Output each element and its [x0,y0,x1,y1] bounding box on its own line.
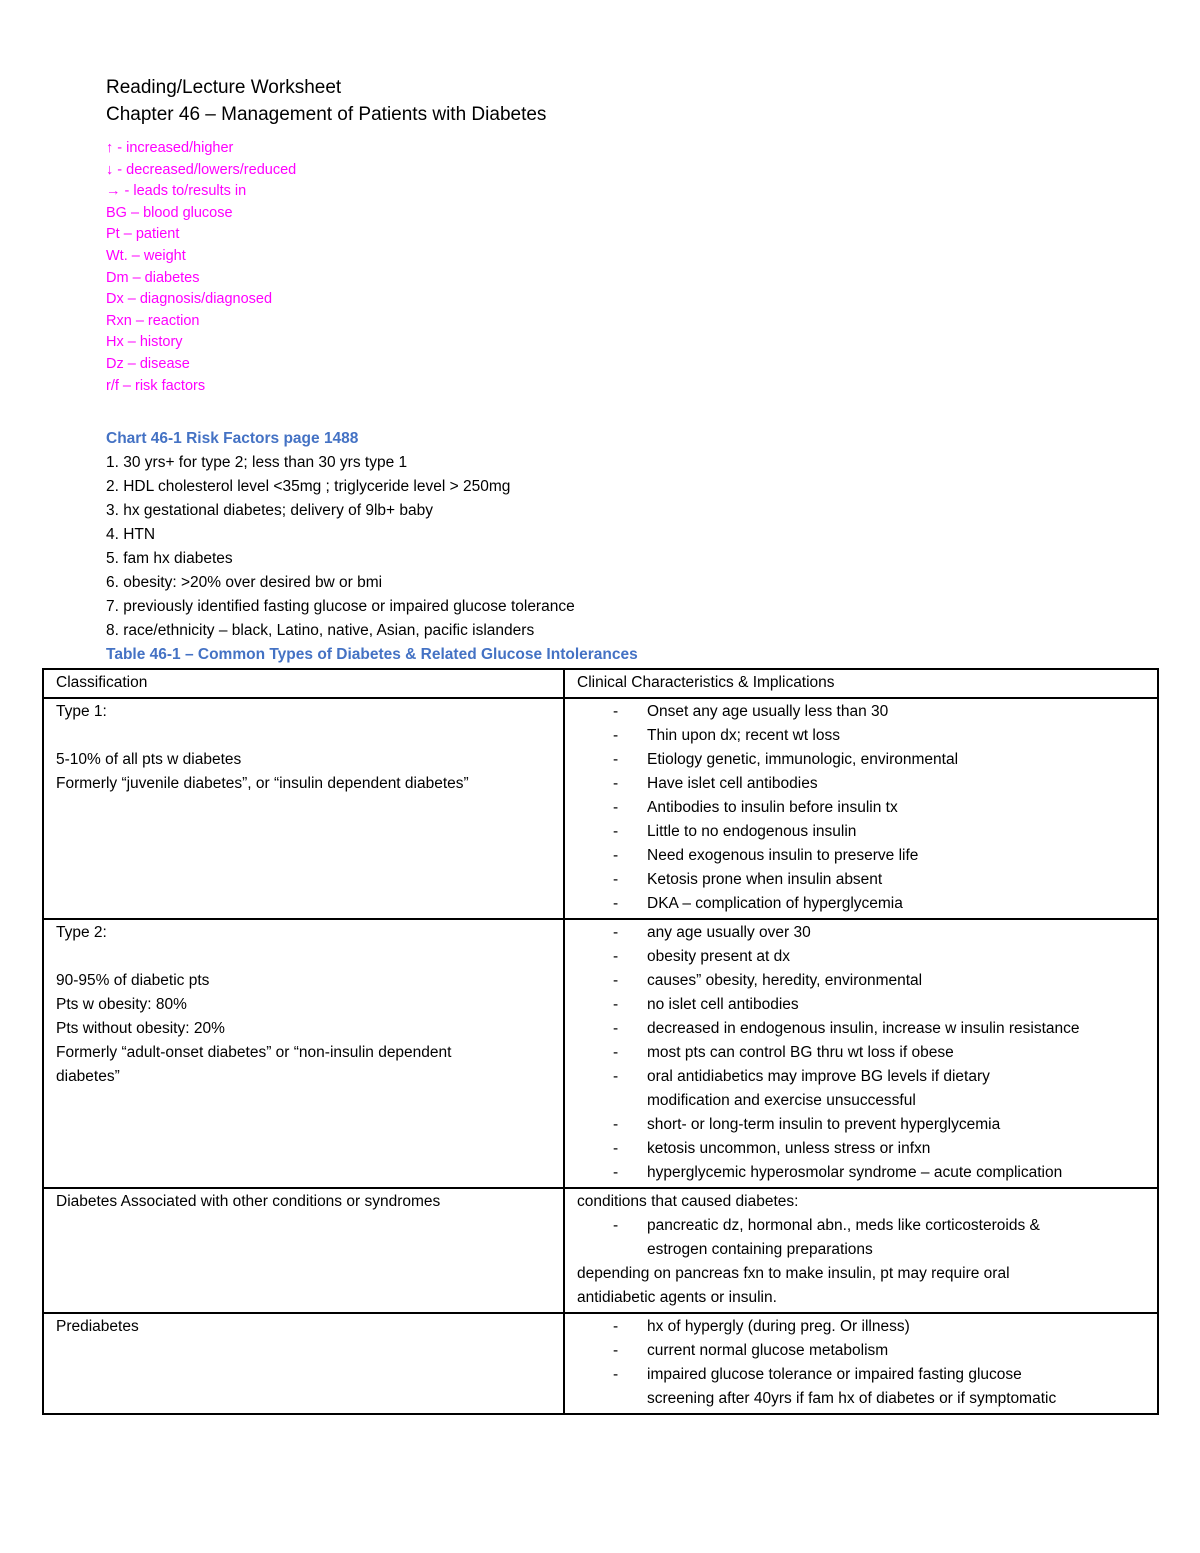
characteristic-item: - DKA – complication of hyperglycemia [577,892,1153,916]
table-heading: Table 46-1 – Common Types of Diabetes & Related Glucose Intolerances [106,646,638,664]
characteristic-item: - short- or long-term insulin to prevent hyperglycemia [577,1113,1153,1137]
characteristic-item: - Onset any age usually less than 30 [577,700,1153,724]
characteristic-item: - most pts can control BG thru wt loss if obese [577,1041,1153,1065]
classification-line: 5-10% of all pts w diabetes [56,751,242,768]
classification-title: Diabetes Associated with other conditions or syndromes [56,1193,441,1210]
column-header-classification: Classification [43,669,564,698]
legend-item: → - leads to/results in [106,183,247,200]
classification-title: Type 1: [56,703,107,720]
risk-factors-list [106,451,1166,643]
characteristics-outro: antidiabetic agents or insulin. [577,1289,777,1306]
characteristic-item: - no islet cell antibodies [577,993,1153,1017]
legend-item: Hx – history [106,334,183,351]
classification-cell [43,919,564,1188]
risk-factor-item: 2. HDL cholesterol level <35mg ; triglyceride level > 250mg [106,478,511,496]
table-header-row [43,669,1158,698]
risk-factor-item: 1. 30 yrs+ for type 2; less than 30 yrs type 1 [106,454,408,472]
characteristic-item: - Ketosis prone when insulin absent [577,868,1153,892]
characteristic-item: - obesity present at dx [577,945,1153,969]
table-row [43,1313,1158,1414]
characteristic-item: - Need exogenous insulin to preserve life [577,844,1153,868]
characteristic-item: - Etiology genetic, immunologic, environmental [577,748,1153,772]
risk-factor-item: 4. HTN [106,526,156,544]
table-row [43,698,1158,919]
legend-item: Dm – diabetes [106,269,200,286]
classification-cell [43,698,564,919]
characteristic-item: - Little to no endogenous insulin [577,820,1153,844]
legend-item: ↓ - decreased/lowers/reduced [106,161,297,178]
classification-line: diabetes” [56,1068,120,1085]
characteristic-item: - current normal glucose metabolism [577,1339,1153,1363]
legend-item: r/f – risk factors [106,377,206,394]
classification-title: Prediabetes [56,1318,139,1335]
abbreviation-legend [106,138,1166,397]
characteristics-cell [564,698,1158,919]
classification-title: Type 2: [56,924,107,941]
legend-item: BG – blood glucose [106,204,233,221]
worksheet-page [106,74,1166,667]
characteristic-item: - hyperglycemic hyperosmolar syndrome – acute complication [577,1161,1153,1185]
classification-cell [43,1313,564,1414]
classification-line: Pts w obesity: 80% [56,996,187,1013]
characteristics-cell [564,1188,1158,1313]
risk-factor-item: 3. hx gestational diabetes; delivery of 9lb+ baby [106,502,434,520]
characteristics-outro: depending on pancreas fxn to make insulin, pt may require oral [577,1265,1010,1282]
characteristics-cell [564,1313,1158,1414]
risk-factor-item: 5. fam hx diabetes [106,550,233,568]
legend-item: Pt – patient [106,226,180,243]
classification-cell [43,1188,564,1313]
characteristic-item-continued: screening after 40yrs if fam hx of diabetes or if symptomatic [647,1390,1057,1407]
characteristic-item: - hx of hypergly (during preg. Or illness) [577,1315,1153,1339]
characteristic-item-continued: estrogen containing preparations [647,1241,873,1258]
classification-line: Pts without obesity: 20% [56,1020,225,1037]
table-row [43,1188,1158,1313]
chapter-title: Chapter 46 – Management of Patients with Diabetes [106,104,547,125]
legend-item: Rxn – reaction [106,312,200,329]
table-row [43,919,1158,1188]
characteristic-item: - decreased in endogenous insulin, increase w insulin resistance [577,1017,1153,1041]
risk-factor-item: 6. obesity: >20% over desired bw or bmi [106,574,383,592]
characteristic-item: - Have islet cell antibodies [577,772,1153,796]
legend-item: Dx – diagnosis/diagnosed [106,291,273,308]
characteristic-item: - impaired glucose tolerance or impaired fasting glucose [577,1363,1153,1387]
classification-line: 90-95% of diabetic pts [56,972,210,989]
column-header-characteristics: Clinical Characteristics & Implications [564,669,1158,698]
characteristic-item: - causes” obesity, heredity, environmental [577,969,1153,993]
characteristics-cell [564,919,1158,1188]
risk-factor-item: 8. race/ethnicity – black, Latino, native, Asian, pacific islanders [106,622,535,640]
legend-item: ↑ - increased/higher [106,140,234,156]
characteristic-item: - Thin upon dx; recent wt loss [577,724,1153,748]
classification-line: Formerly “adult-onset diabetes” or “non-insulin dependent [56,1044,452,1061]
diabetes-types-table [42,668,1159,1415]
characteristic-item: - any age usually over 30 [577,921,1153,945]
characteristics-intro: conditions that caused diabetes: [577,1193,799,1210]
legend-item: Dz – disease [106,355,190,372]
risk-factors-heading: Chart 46-1 Risk Factors page 1488 [106,430,359,448]
characteristic-item: - ketosis uncommon, unless stress or infxn [577,1137,1153,1161]
worksheet-title: Reading/Lecture Worksheet [106,77,342,98]
risk-factor-item: 7. previously identified fasting glucose or impaired glucose tolerance [106,598,575,616]
characteristic-item-continued: modification and exercise unsuccessful [647,1092,916,1109]
characteristic-item: - pancreatic dz, hormonal abn., meds like corticosteroids & [577,1214,1153,1238]
characteristic-item: - oral antidiabetics may improve BG levels if dietary [577,1065,1153,1089]
classification-line: Formerly “juvenile diabetes”, or “insulin dependent diabetes” [56,775,469,792]
legend-item: Wt. – weight [106,247,186,264]
characteristic-item: - Antibodies to insulin before insulin tx [577,796,1153,820]
